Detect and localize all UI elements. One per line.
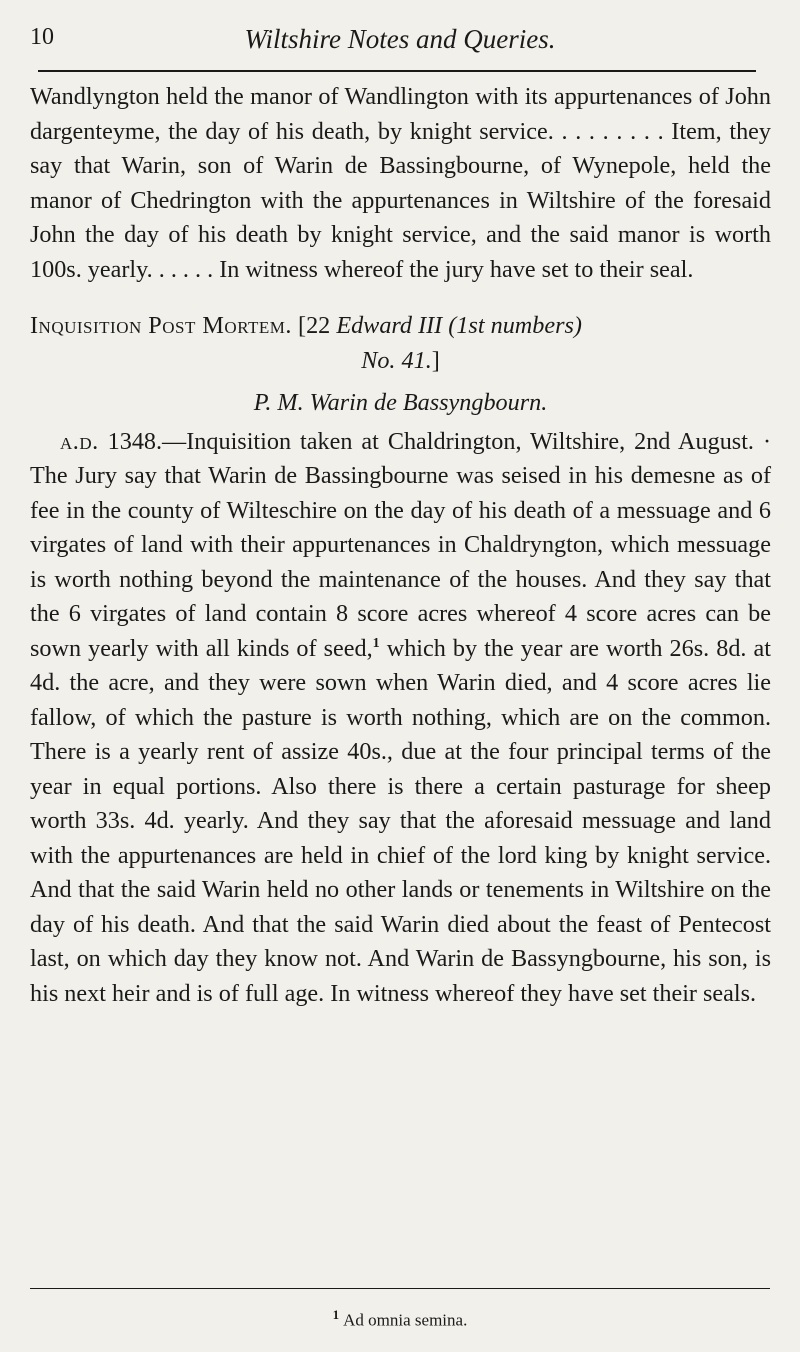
- footnote: [0, 1307, 800, 1331]
- footnote-reference[interactable]: 1: [372, 635, 380, 651]
- inquisition-number-line: [30, 344, 771, 379]
- inquisition-heading: [30, 309, 771, 344]
- inquisition-number: No. 41.: [361, 346, 432, 374]
- footnote-text: Ad omnia semina.: [343, 1310, 468, 1330]
- paragraph-text-part-2: which by the year are worth 26s. 8d. at 4d. the acre, and they were sown when Warin died, and 4 score acres lie fallow, of which the pasture is worth nothing, which are on the common. There is a yearly rent of assize 40s., due at the four principal terms of the year in equal portions. Also there is there a certain pasturage for sheep worth 33s. 4d. yearly. And they say that the aforesaid messuage and land with the appurtenances are held in chief of the lord king by knight service. And that the said Warin held no other lands or tenements in Wiltshire on the day of his death. And that the said Warin died about the feast of Pentecost last, on which day they know not. And Warin de Bassyngbourne, his son, is his next heir and is of full age. In witness whereof they have set their seals.: [30, 634, 771, 1007]
- inquisition-label: Inquisition Post Mortem.: [30, 312, 292, 339]
- inquisition-bracket-close: ]: [431, 346, 440, 374]
- footnote-rule: [30, 1288, 770, 1289]
- paragraph-inquisition: [30, 425, 771, 1012]
- inquisition-reign: Edward III: [336, 312, 443, 339]
- inquisition-bracket-open: [22: [291, 312, 337, 339]
- date-prefix: a.d.: [60, 427, 99, 455]
- page-body: [30, 80, 771, 1011]
- inquisition-subject: P. M. Warin de Bassyngbourn.: [253, 389, 548, 416]
- running-title: Wiltshire Notes and Queries.: [244, 24, 556, 54]
- page-header: [30, 18, 770, 58]
- header-rule: [38, 70, 756, 72]
- paragraph-continued: Wandlyngton held the manor of Wandlington with its appurtenances of John dargenteyme, the day of his death, by knight service. . . . . . . . . Item, they say that Warin, son of Warin de Bassingbourne, of Wynepole, held the manor of Chedrington with the appurtenances in Wiltshire of the foresaid John the day of his death by knight service, and the said manor is worth 100s. yearly. . . . . . In witness whereof the jury have set to their seal.: [30, 83, 771, 283]
- paragraph-text-part-1: 1348.—Inquisition taken at Chaldrington, Wiltshire, 2nd August. · The Jury say that Warin de Bassingbourne was seised in his demesne as of fee in the county of Wilteschire on the day of his death of a messuage and 6 virgates of land with their appurtenances in Chaldryngton, which messuage is worth nothing beyond the maintenance of the houses. And they say that the 6 virgates of land contain 8 score acres whereof 4 score acres can be sown yearly with all kinds of seed,: [30, 427, 771, 662]
- inquisition-numbers: (1st numbers): [442, 312, 582, 339]
- footnote-marker: 1: [332, 1307, 340, 1322]
- page-number: 10: [30, 24, 54, 50]
